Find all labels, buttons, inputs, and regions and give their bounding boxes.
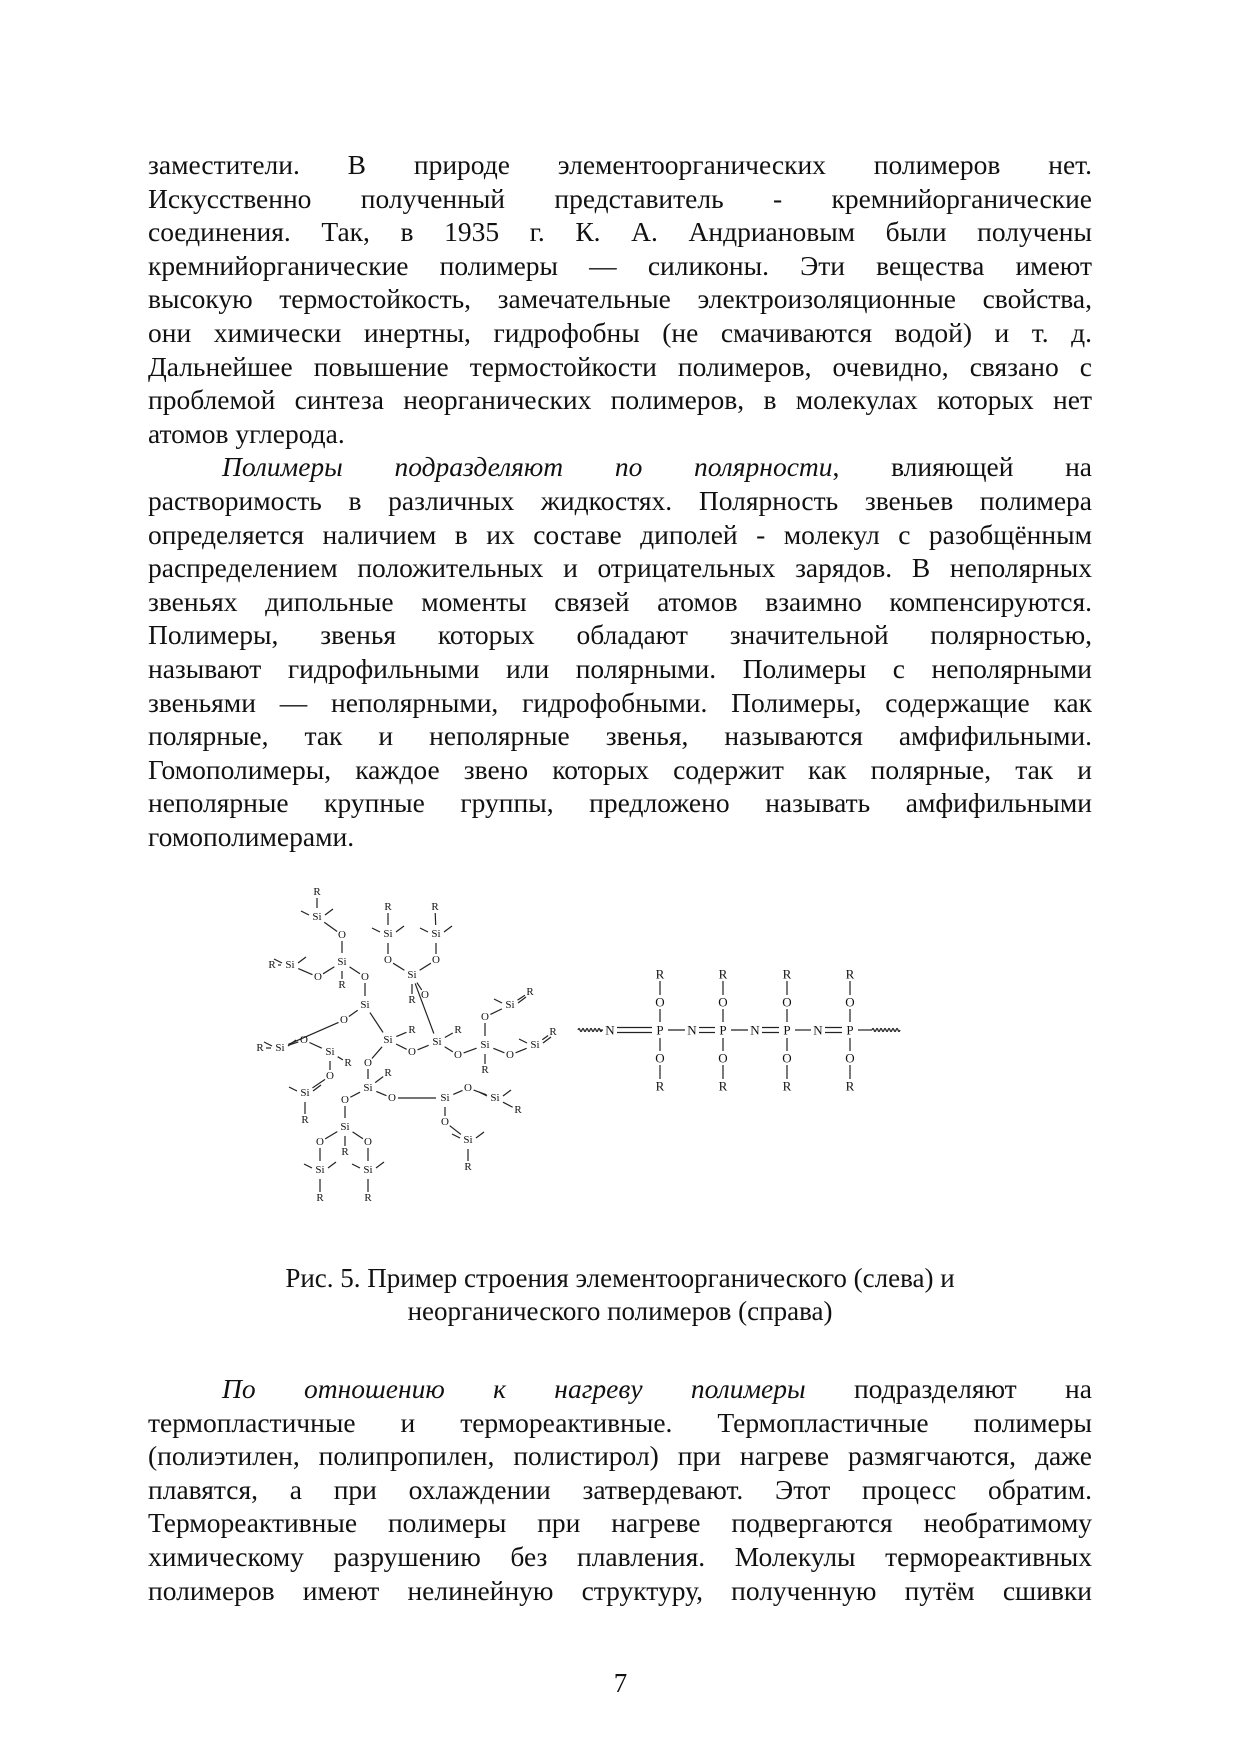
- atom-r: R: [364, 1192, 372, 1204]
- si-o-bond: [516, 1048, 527, 1052]
- atom-r: R: [256, 1042, 264, 1054]
- atom-r: R: [301, 1114, 309, 1126]
- atom-o: O: [655, 1050, 665, 1066]
- atom-o: O: [361, 971, 369, 983]
- atom-r: R: [338, 979, 346, 991]
- text-fragment: , влияющей на: [832, 451, 1092, 483]
- atom-o: O: [845, 994, 855, 1010]
- atom-si: Si: [407, 969, 417, 981]
- atom-si: Si: [285, 959, 295, 971]
- atom-n: N: [605, 1022, 615, 1038]
- si-o-bond: [420, 963, 431, 970]
- text-line: Дальнейшее повышение термостойкости полимеров, очевидно, связано с: [148, 350, 1092, 382]
- atom-o: O: [300, 1034, 308, 1046]
- text-line: атомов углерода.: [148, 417, 345, 449]
- methyl-stub: [289, 1087, 297, 1091]
- atom-o: O: [655, 994, 665, 1010]
- atom-si: Si: [275, 1042, 285, 1054]
- si-o-bond: [418, 1045, 429, 1049]
- atom-r: R: [454, 1024, 462, 1036]
- atom-o: O: [481, 1011, 489, 1023]
- si-o-bond: [396, 1044, 407, 1049]
- si-o-bond: [350, 967, 360, 974]
- atom-si: Si: [505, 999, 515, 1011]
- atom-n: N: [813, 1022, 823, 1038]
- text-line: термопластичные и термореактивные. Термопластичные полимеры: [148, 1406, 1092, 1438]
- text-line: кремнийорганические полимеры — силиконы. Эти вещества имеют: [148, 249, 1092, 281]
- atom-si: Si: [431, 928, 441, 940]
- atom-r: R: [526, 986, 534, 998]
- si-o-bond: [453, 1090, 462, 1094]
- text-line: [148, 450, 1092, 484]
- atom-si: Si: [480, 1039, 490, 1051]
- text-line: полимеров имеют нелинейную структуру, полученную путём сшивки: [148, 1574, 1092, 1606]
- text-line: они химически инертны, гидрофобны (не смачиваются водой) и т. д.: [148, 316, 1092, 348]
- atom-o: O: [454, 1049, 462, 1061]
- text-block-top: [148, 148, 1092, 853]
- methyl-stub: [494, 999, 502, 1003]
- methyl-stub: [352, 1164, 360, 1168]
- text-line: гомополимерами.: [148, 820, 355, 852]
- text-line: звеньями — неполярными, гидрофобными. Полимеры, содержащие как: [148, 686, 1092, 718]
- methyl-stub: [376, 1162, 384, 1168]
- si-o-bond: [376, 1091, 386, 1095]
- atom-r: R: [313, 886, 321, 898]
- methyl-stub: [372, 928, 380, 932]
- si-o-bond: [349, 1010, 358, 1016]
- text-block-bottom: [148, 1372, 1092, 1607]
- atom-r: R: [514, 1104, 522, 1116]
- atom-n: N: [750, 1022, 760, 1038]
- atom-o: O: [408, 1046, 416, 1058]
- atom-si: Si: [325, 1046, 335, 1058]
- phosphazene-labels: [605, 967, 854, 1094]
- atom-o: O: [782, 1050, 792, 1066]
- atom-o: O: [364, 1136, 372, 1148]
- atom-o: O: [718, 994, 728, 1010]
- atom-si: Si: [312, 911, 322, 923]
- atom-o: O: [338, 929, 346, 941]
- atom-si: Si: [363, 1082, 373, 1094]
- si-o-bond: [288, 1022, 338, 1044]
- atom-o: O: [341, 1094, 349, 1106]
- methyl-stub: [519, 1039, 527, 1043]
- atom-r: R: [718, 966, 728, 982]
- atom-r: R: [408, 1024, 416, 1036]
- atom-r: R: [316, 1192, 324, 1204]
- text-line: Гомополимеры, каждое звено которых содержит как полярные, так и: [148, 753, 1092, 785]
- atom-o: O: [432, 954, 440, 966]
- text-line: плавятся, а при охлаждении затвердевают. Этот процесс обратим.: [148, 1473, 1092, 1505]
- atom-p: P: [783, 1022, 791, 1038]
- atom-p: P: [846, 1022, 854, 1038]
- si-o-bond: [445, 1047, 453, 1052]
- methyl-stub: [325, 909, 333, 915]
- text-line: растворимость в различных жидкостях. Полярность звеньев полимера: [148, 484, 1092, 516]
- atom-si: Si: [440, 1092, 450, 1104]
- text-line: называют гидрофильными или полярными. Полимеры с неполярными: [148, 652, 1092, 684]
- atom-n: N: [687, 1022, 697, 1038]
- atom-si: Si: [383, 928, 393, 940]
- si-o-bond: [518, 995, 525, 1000]
- si-o-bond: [493, 1048, 504, 1052]
- atom-r: R: [481, 1064, 489, 1076]
- text-line: определяется наличием в их составе диполей - молекул с разобщённым: [148, 518, 1092, 550]
- text-line: химическому разрушению без плавления. Молекулы термореактивных: [148, 1540, 1092, 1572]
- text-line: заместители. В природе элементоорганических полимеров нет.: [148, 149, 1092, 180]
- figure-polymer-structures: [256, 880, 1040, 1250]
- atom-o: O: [388, 1092, 396, 1104]
- atom-r: R: [384, 901, 392, 913]
- atom-r: R: [782, 966, 792, 982]
- atom-si: Si: [530, 1039, 540, 1051]
- atom-si: Si: [383, 1034, 393, 1046]
- page-number: 7: [613, 1668, 628, 1698]
- si-o-bond: [375, 1077, 383, 1083]
- atom-r: R: [655, 1078, 665, 1094]
- atom-o: O: [326, 1070, 334, 1082]
- methyl-stub: [452, 1134, 460, 1138]
- figure-caption: [148, 1262, 1092, 1328]
- atom-r: R: [782, 1078, 792, 1094]
- atom-r: R: [464, 1161, 472, 1173]
- structures-diagram: [256, 880, 1040, 1250]
- text-fragment: подразделяют на: [805, 1373, 1092, 1404]
- atom-r: R: [845, 1078, 855, 1094]
- text-line: Искусственно полученный представитель - кремнийорганические: [148, 182, 1092, 214]
- methyl-stub: [301, 911, 309, 915]
- atom-o: O: [316, 1136, 324, 1148]
- atom-si: Si: [337, 956, 347, 968]
- atom-si: Si: [340, 1121, 350, 1133]
- caption-line-2: неорганического полимеров (справа): [407, 1296, 833, 1326]
- atom-r: R: [718, 1078, 728, 1094]
- italic-term: По отношению к нагреву полимеры: [222, 1373, 806, 1404]
- atom-o: O: [782, 994, 792, 1010]
- si-o-bond: [325, 1132, 337, 1139]
- atom-o: O: [441, 1116, 449, 1128]
- atom-o: O: [384, 954, 392, 966]
- atom-si: Si: [360, 999, 370, 1011]
- paragraph-silicones: [148, 148, 1092, 450]
- paragraph-polarity: [148, 450, 1092, 853]
- si-o-bond: [353, 1132, 363, 1139]
- text-line: [148, 1372, 1092, 1406]
- italic-term: Полимеры подразделяют по полярности: [222, 451, 833, 483]
- methyl-stub: [304, 1164, 312, 1168]
- methyl-stub: [396, 926, 404, 932]
- methyl-stub: [264, 1042, 272, 1046]
- atom-o: O: [845, 1050, 855, 1066]
- atom-p: P: [719, 1022, 727, 1038]
- text-line: Полимеры, звенья которых обладают значительной полярностью,: [148, 619, 1092, 651]
- methyl-stub: [313, 1085, 321, 1091]
- text-line: высокую термостойкость, замечательные электроизоляционные свойства,: [148, 283, 1092, 315]
- atom-r: R: [341, 1146, 349, 1158]
- atom-si: Si: [463, 1134, 473, 1146]
- atom-o: O: [314, 971, 322, 983]
- si-o-bond: [370, 1013, 383, 1033]
- chain-continuation: [872, 1029, 900, 1032]
- atom-r: R: [845, 966, 855, 982]
- atom-o: O: [364, 1057, 372, 1069]
- si-o-bond: [490, 1009, 501, 1015]
- text-line: звеньях дипольные моменты связей атомов взаимно компенсируются.: [148, 585, 1092, 617]
- chain-continuation: [578, 1029, 602, 1032]
- atom-si: Si: [432, 1036, 442, 1048]
- si-o-bond: [323, 967, 334, 974]
- text-line: полярные, так и неполярные звенья, называются амфифильными.: [148, 720, 1092, 752]
- si-o-bond: [464, 1048, 477, 1053]
- atom-r: R: [408, 994, 416, 1006]
- atom-r: R: [549, 1026, 557, 1038]
- si-o-bond: [372, 1047, 382, 1059]
- si-o-bond: [450, 1126, 461, 1135]
- text-line: проблемой синтеза неорганических полимеров, в молекулах которых нет: [148, 384, 1092, 416]
- atom-r: R: [655, 966, 665, 982]
- atom-si: Si: [315, 1164, 325, 1176]
- si-o-bond: [393, 963, 404, 970]
- atom-o: O: [421, 989, 429, 1001]
- atom-o: O: [464, 1082, 472, 1094]
- si-o-bond: [503, 1102, 513, 1107]
- caption-line-1: Рис. 5. Пример строения элементоорганического (слева) и: [285, 1263, 955, 1293]
- atom-o: O: [506, 1049, 514, 1061]
- si-o-bond: [298, 969, 312, 975]
- methyl-stub: [298, 957, 306, 963]
- atom-si: Si: [363, 1164, 373, 1176]
- atom-si: Si: [300, 1087, 310, 1099]
- si-o-bond: [338, 1057, 343, 1060]
- text-line: Термореактивные полимеры при нагреве подвергаются необратимому: [148, 1507, 1092, 1539]
- si-o-bond: [324, 922, 337, 931]
- methyl-stub: [476, 1132, 484, 1138]
- methyl-stub: [328, 1162, 336, 1168]
- atom-p: P: [656, 1022, 664, 1038]
- atom-o: O: [718, 1050, 728, 1066]
- text-line: неполярные крупные группы, предложено называть амфифильными: [148, 787, 1092, 819]
- atom-o: O: [340, 1014, 348, 1026]
- atom-r: R: [268, 959, 276, 971]
- si-o-bond: [396, 1032, 406, 1036]
- methyl-stub: [444, 926, 452, 932]
- atom-si: Si: [490, 1092, 500, 1104]
- text-line: (полиэтилен, полипропилен, полистирол) при нагреве размягчаются, даже: [148, 1440, 1092, 1472]
- text-line: распределением положительных и отрицательных зарядов. В неполярных: [148, 552, 1092, 584]
- methyl-stub: [503, 1090, 511, 1096]
- atom-r: R: [431, 901, 439, 913]
- text-line: соединения. Так, в 1935 г. К. А. Андриановым были получены: [148, 216, 1092, 248]
- si-o-bond: [445, 1033, 453, 1038]
- atom-labels: [256, 886, 557, 1204]
- si-o-bond: [309, 1043, 321, 1049]
- atom-r: R: [384, 1067, 392, 1079]
- methyl-stub: [420, 928, 428, 932]
- si-o-bond: [350, 1092, 360, 1097]
- atom-r: R: [344, 1057, 352, 1069]
